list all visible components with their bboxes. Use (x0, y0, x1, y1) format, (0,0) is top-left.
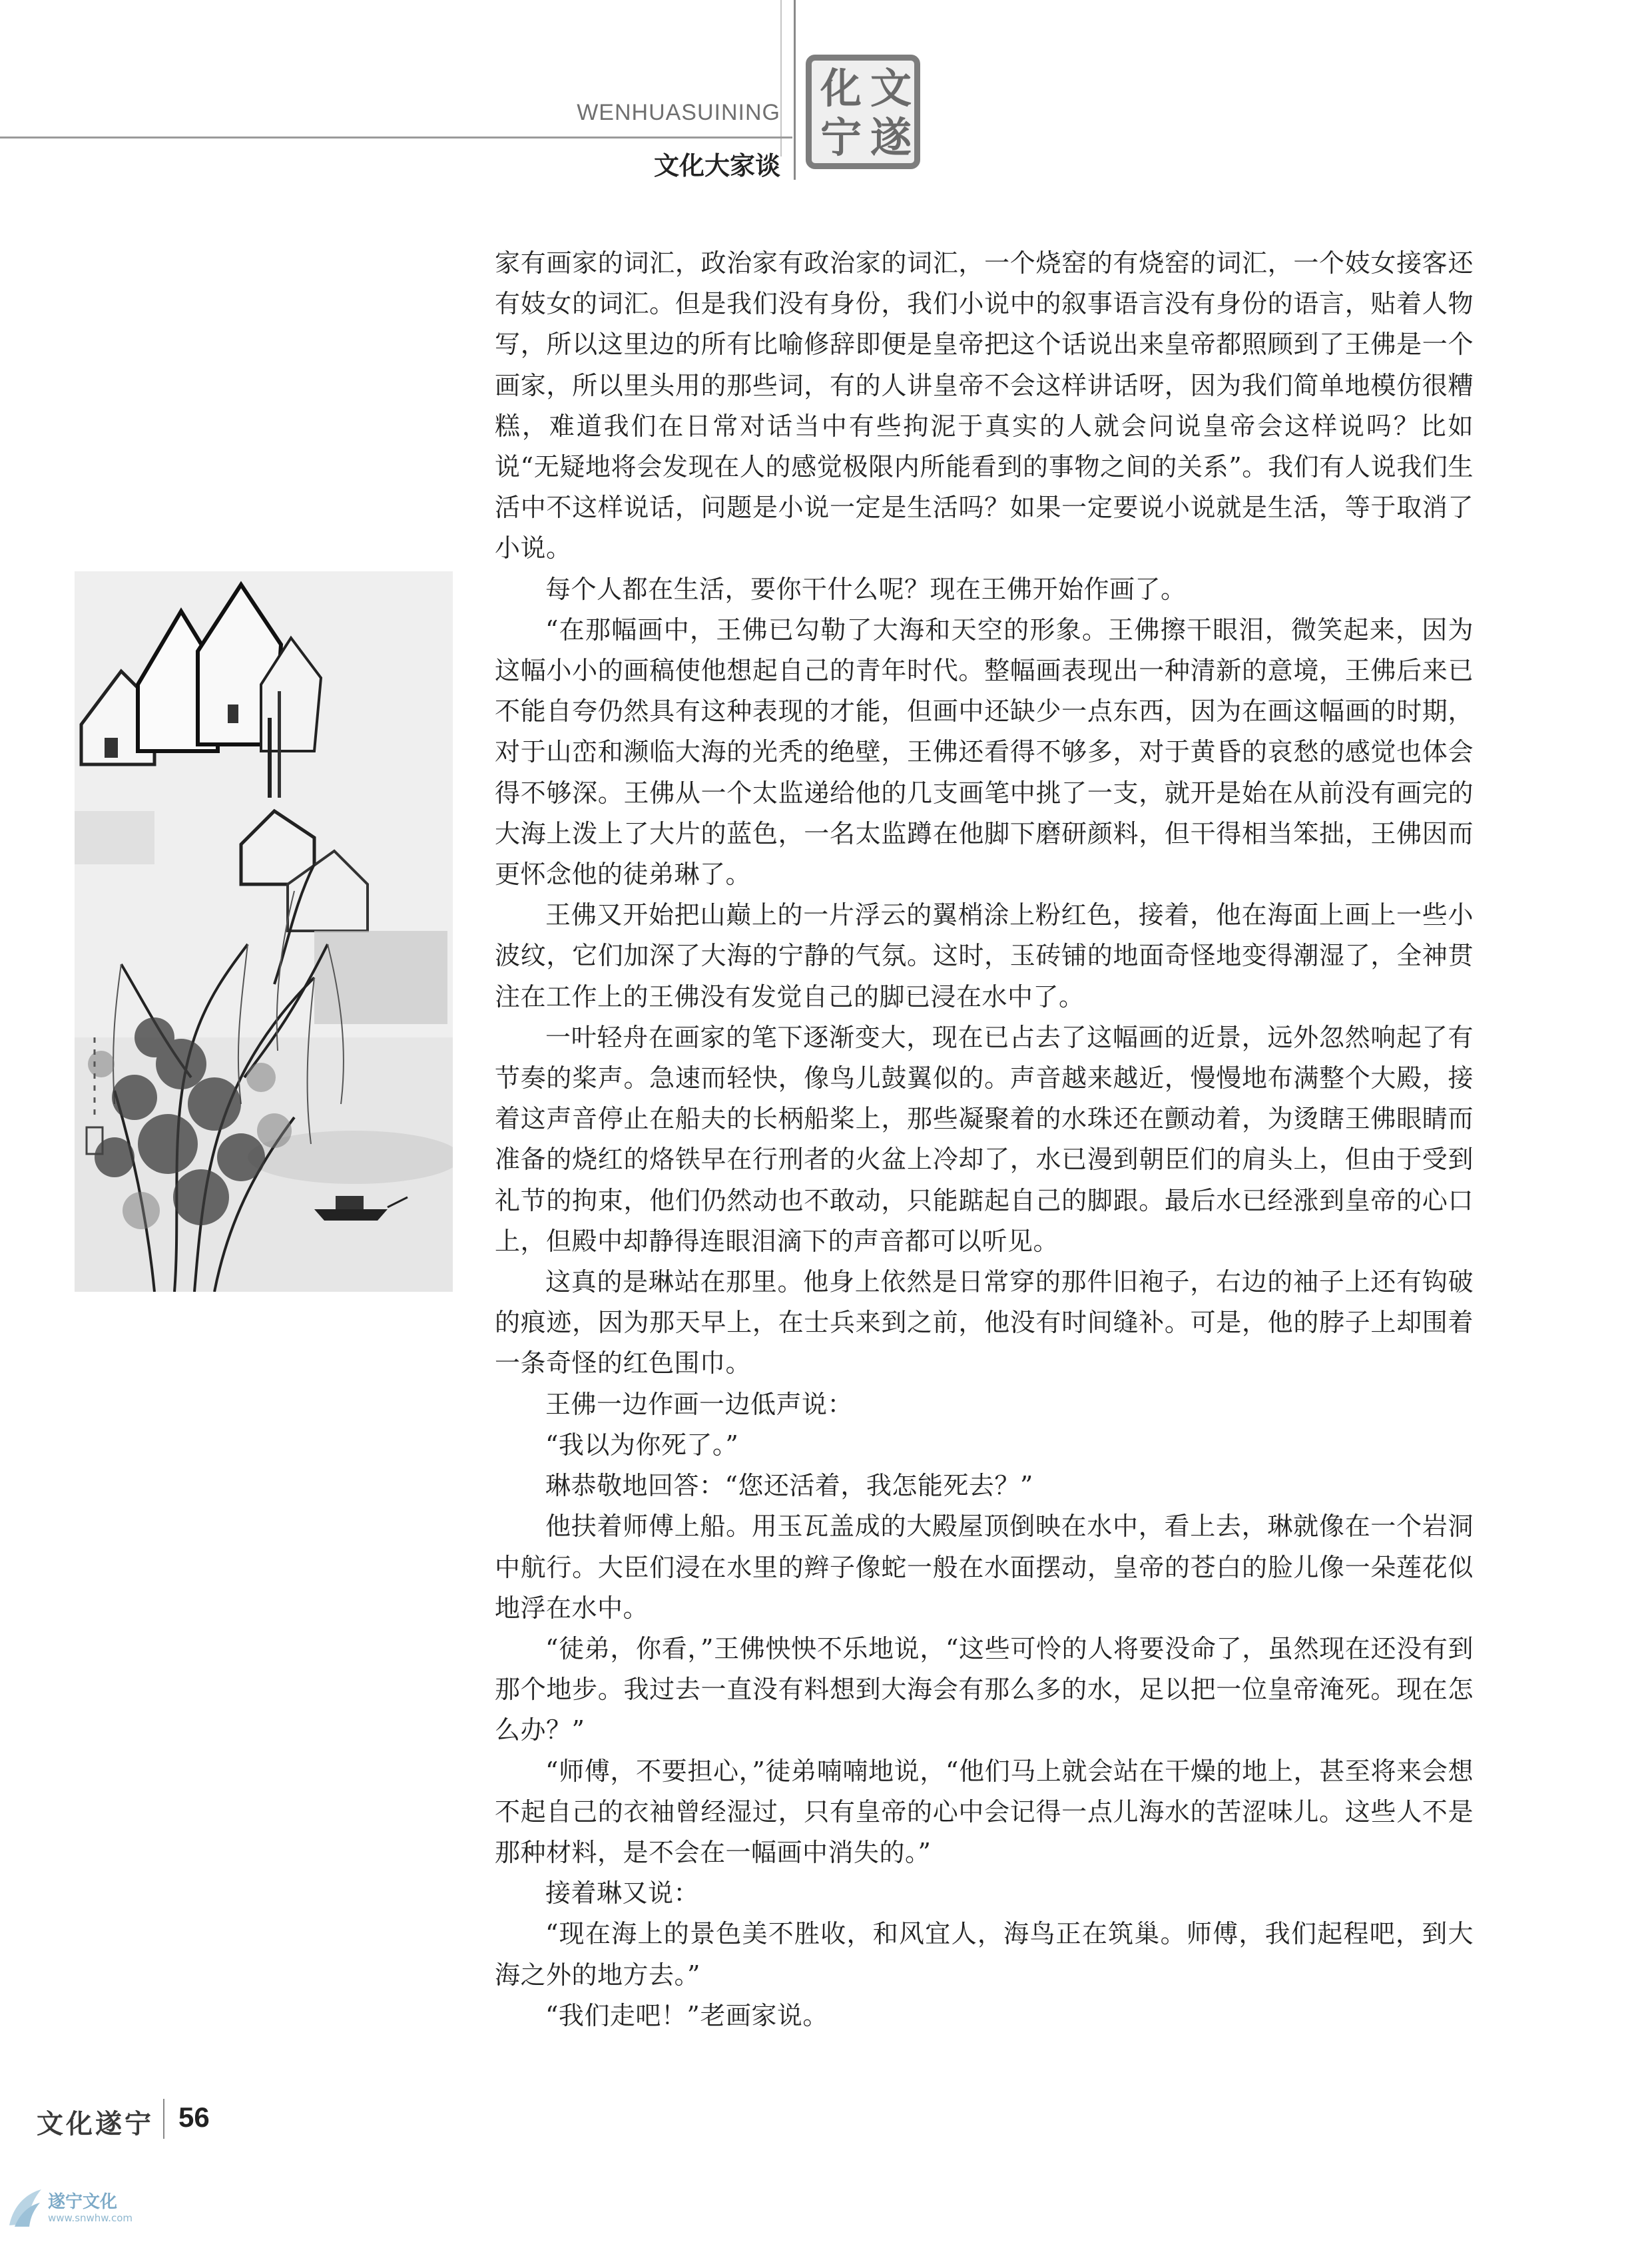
paragraph: 每个人都在生活，要你干什么呢？现在王佛开始作画了。 (545, 574, 1187, 604)
paragraph: 接着琳又说： (545, 1878, 700, 1908)
wing-logo-icon (7, 2185, 44, 2232)
paragraph: 家有画家的词汇，政治家有政治家的词汇，一个烧窑的有烧窑的词汇，一个妓女接客还有妓女的词汇。但是我们没有身份，我们小说中的叙事语言没有身份的语言，贴着人物写，所以这里边的所有比喻修辞即便是皇帝把这个话说出来皇帝都照顾到了王佛是一个画家，所以里头用的那些词，有的人讲皇帝不会这样讲话呀，因为我们简单地模仿很糟糕，难道我们在日常对话当中有些拘泥于真实的人就会问说皇帝会这样说吗？比如说“无疑地将会发现在人的感觉极限内所能看到的事物之间的关系”。我们有人说我们生活中不这样说话，问题是小说一定是生活吗？如果一定要说小说就是生活，等于取消了小说。 (495, 248, 1474, 563)
paragraph: “师傅，不要担心，”徒弟喃喃地说，“他们马上就会站在干燥的地上，甚至将来会想不起自己的衣袖曾经湿过，只有皇帝的心中会记得一点儿海水的苦涩味儿。这些人不是那种材料，是不会在一幅画中消失的。” (495, 1756, 1474, 1867)
page-number: 56 (178, 2102, 210, 2133)
seal-char-4: 宁 (820, 113, 862, 162)
seal-char-2: 化 (820, 64, 862, 113)
paragraph: “我们走吧！”老画家说。 (545, 2000, 828, 2030)
ink-painting-water-village-icon (75, 571, 453, 1292)
paragraph: 这真的是琳站在那里。他身上依然是日常穿的那件旧袍子，右边的袖子上还有钩破的痕迹，因为那天早上，在士兵来到之前，他没有时间缝补。可是，他的脖子上却围着一条奇怪的红色围巾。 (495, 1267, 1474, 1378)
header-vertical-rule-light (780, 0, 782, 156)
footer-separator (163, 2099, 164, 2139)
paragraph: “我以为你死了。” (545, 1430, 739, 1460)
paragraph: 琳恭敬地回答：“您还活着，我怎能死去？” (545, 1471, 1033, 1501)
magazine-seal-logo (806, 55, 920, 169)
seal-char-1: 文 (870, 64, 912, 113)
ink-painting-illustration (75, 571, 453, 1292)
paragraph: 一叶轻舟在画家的笔下逐渐变大，现在已占去了这幅画的近景，远外忽然响起了有节奏的桨声。急速而轻快，像鸟儿鼓翼似的。声音越来越近，慢慢地布满整个大殿，接着这声音停止在船夫的长柄船桨上，那些凝聚着的水珠还在颤动着，为烫瞎王佛眼睛而准备的烧红的烙铁早在行刑者的火盆上冷却了，水已漫到朝臣们的肩头上，但由于受到礼节的拘束，他们仍然动也不敢动，只能踮起自己的脚跟。最后水已经涨到皇帝的心口上，但殿中却静得连眼泪滴下的声音都可以听见。 (495, 1022, 1474, 1256)
paragraph: 王佛又开始把山巅上的一片浮云的翼梢涂上粉红色，接着，他在海面上画上一些小波纹，它们加深了大海的宁静的气氛。这时，玉砖铺的地面奇怪地变得潮湿了，全神贯注在工作上的王佛没有发觉自己的脚已浸在水中了。 (495, 900, 1474, 1011)
watermark-text: 遂宁文化 (48, 2192, 118, 2212)
paragraph: 王佛一边作画一边低声说： (545, 1389, 854, 1419)
magazine-brand-en: WENHUASUINING (577, 100, 780, 125)
article-body (495, 243, 1474, 2036)
watermark-url: www.snwhw.com (48, 2212, 133, 2224)
header-vertical-rule (794, 0, 796, 180)
paragraph: “现在海上的景色美不胜收，和风宜人，海鸟正在筑巢。师傅，我们起程吧，到大海之外的地方去。” (495, 1919, 1474, 1990)
header-horizontal-rule (0, 137, 792, 139)
section-title: 文化大家谈 (653, 151, 780, 180)
footer-brand: 文化遂宁 (37, 2108, 154, 2139)
paragraph: “徒弟，你看，”王佛怏怏不乐地说，“这些可怜的人将要没命了，虽然现在还没有到那个地步。我过去一直没有料想到大海会有那么多的水，足以把一位皇帝淹死。现在怎么办？” (495, 1633, 1474, 1745)
paragraph: 他扶着师傅上船。用玉瓦盖成的大殿屋顶倒映在水中，看上去，琳就像在一个岩洞中航行。大臣们浸在水里的辫子像蛇一般在水面摆动，皇帝的苍白的脸儿像一朵莲花似地浮在水中。 (495, 1512, 1474, 1623)
paragraph: “在那幅画中，王佛已勾勒了大海和天空的形象。王佛擦干眼泪，微笑起来，因为这幅小小的画稿使他想起自己的青年时代。整幅画表现出一种清新的意境，王佛后来已不能自夸仍然具有这种表现的才能，但画中还缺少一点东西，因为在画这幅画的时期，对于山峦和濒临大海的光秃的绝壁，王佛还看得不够多，对于黄昏的哀愁的感觉也体会得不够深。王佛从一个太监递给他的几支画笔中挑了一支，就开是始在从前没有画完的大海上泼上了大片的蓝色，一名太监蹲在他脚下磨研颜料，但干得相当笨拙，王佛因而更怀念他的徒弟琳了。 (495, 615, 1474, 890)
seal-char-3: 遂 (870, 113, 912, 162)
site-watermark (7, 2185, 206, 2239)
